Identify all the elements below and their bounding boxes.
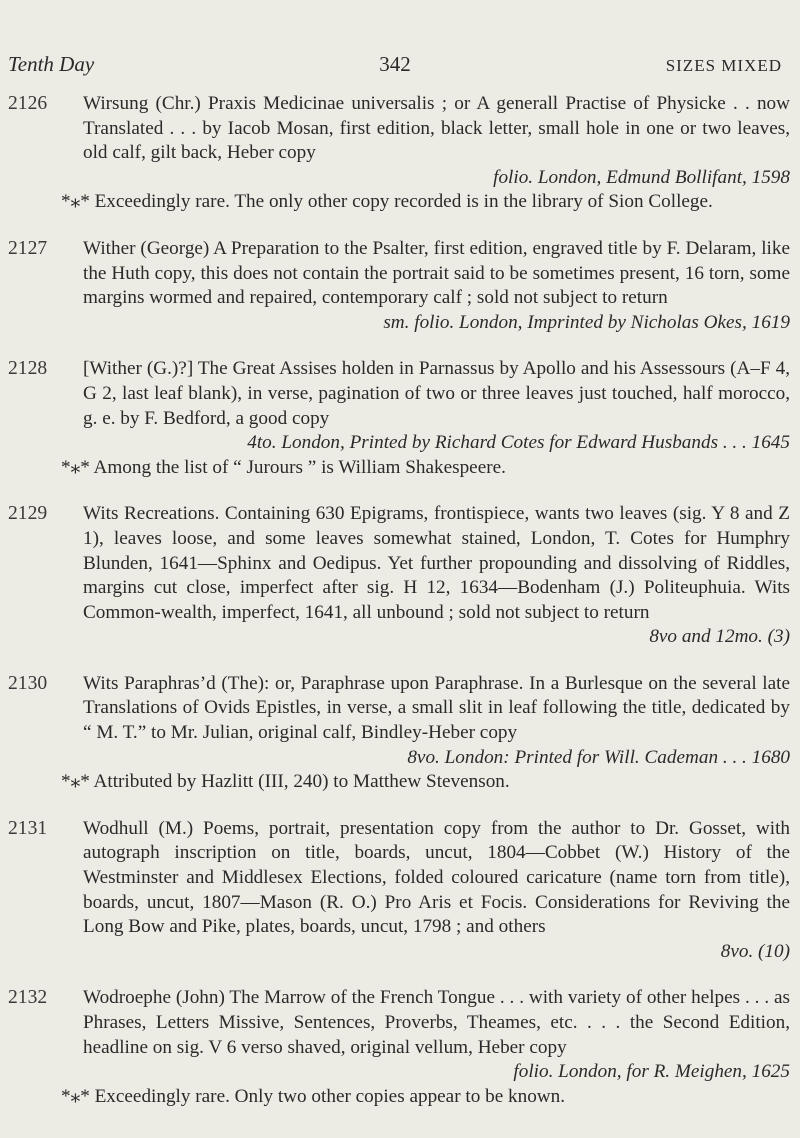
entry-imprint: 8vo. London: Printed for Will. Cademan . . . 1680 [407, 746, 790, 768]
entry-body [83, 502, 790, 650]
catalogue-entry [0, 237, 800, 335]
lot-number: 2130 [8, 672, 48, 694]
entry-body [83, 237, 790, 335]
entry-imprint: folio. London, for R. Meighen, 1625 [513, 1061, 790, 1083]
entry-description: [Wither (G.)?] The Great Assises holden in Parnassus by Apollo and his Assessours (A–F 4, G 2, last leaf blank), in verse, pagination of two or three leaves just touched, half morocco, g. e. by F. Bedford, a good copy [83, 358, 790, 429]
catalogue-entry [0, 92, 800, 215]
entry-description: Wodroephe (John) The Marrow of the French Tongue . . . with variety of other helpes . . . as Phrases, Letters Missive, Sentences, Proverbs, Theames, etc. . . . the Second Edition, headline on sig. V 6 verso shaved, original vellum, Heber copy [83, 987, 790, 1058]
entry-description: Wither (George) A Preparation to the Psalter, first edition, engraved title by F. Delaram, like the Huth copy, this does not contain the portrait said to be sometimes present, 16 torn, some margins wormed and repaired, contemporary calf ; sold not subject to return [83, 237, 790, 309]
page-number: 342 [379, 52, 411, 76]
entry-note: *⁎* Among the list of “ Jurours ” is William Shakespeere. [61, 456, 506, 478]
entry-description: Wirsung (Chr.) Praxis Medicinae universalis ; or A generall Practise of Physicke . . now Translated . . . by Iacob Mosan, first edition, black letter, small hole in one or two leaves, old calf, gilt back, Heber copy [83, 93, 790, 164]
entry-body [61, 357, 790, 480]
entry-body [61, 986, 790, 1109]
page-header [8, 52, 782, 77]
lot-number: 2129 [8, 503, 48, 525]
lot-number: 2127 [8, 237, 48, 259]
lot-number: 2132 [8, 987, 48, 1009]
running-head-right: SIZES MIXED [665, 56, 782, 75]
entry-description: Wodhull (M.) Poems, portrait, presentation copy from the author to Dr. Gosset, with autograph inscription on title, boards, uncut, 1804—Cobbet (W.) History of the Westminster and Middlesex Elections, folded coloured caricature (name torn from title), boards, uncut, 1807—Mason (R. O.) Pro Aris et Focis. Considerations for Reviving the Long Bow and Pike, plates, boards, uncut, 1798 ; and others [83, 817, 790, 938]
lot-number: 2128 [8, 358, 48, 380]
entry-imprint: sm. folio. London, Imprinted by Nicholas Okes, 1619 [383, 311, 790, 333]
catalogue-entry [0, 502, 800, 650]
catalogue-entry [0, 672, 800, 795]
lot-number: 2126 [8, 93, 48, 114]
entry-note: *⁎* Attributed by Hazlitt (III, 240) to Matthew Stevenson. [61, 771, 510, 793]
catalogue-entry [0, 986, 800, 1109]
catalogue-entry [0, 817, 800, 965]
lot-number: 2131 [8, 817, 48, 839]
entry-body [61, 672, 790, 795]
entry-description: Wits Paraphras’d (The): or, Paraphrase upon Paraphrase. In a Burlesque on the several late Translations of Ovids Epistles, in verse, a small slit in leaf following the title, dedicated by “ M. T.” to Mr. Julian, original calf, Bindley-Heber copy [83, 672, 790, 744]
catalogue-entries [0, 92, 800, 1109]
catalogue-entry [0, 357, 800, 480]
entry-imprint: 4to. London, Printed by Richard Cotes for Edward Husbands . . . 1645 [247, 432, 790, 454]
entry-body [61, 92, 790, 215]
entry-imprint: 8vo. (10) [720, 940, 790, 962]
entry-description: Wits Recreations. Containing 630 Epigrams, frontispiece, wants two leaves (sig. Y 8 and Z 1), leaves loose, and some leaves somewhat stained, London, T. Cotes for Humphry Blunden, 1641—Sphinx and Oedipus. Yet further propounding and dissolving of Riddles, margins cut close, imperfect after sig. H 12, 1634—Bodenham (J.) Politeuphuia. Wits Common-wealth, imperfect, 1641, all unbound ; sold not subject to return [83, 503, 790, 623]
entry-note: *⁎* Exceedingly rare. Only two other copies appear to be known. [61, 1085, 566, 1107]
running-head-left: Tenth Day [8, 52, 95, 76]
entry-note: *⁎* Exceedingly rare. The only other copy recorded is in the library of Sion College. [61, 191, 713, 213]
entry-imprint: 8vo and 12mo. (3) [649, 626, 790, 648]
entry-body [83, 817, 790, 965]
entry-imprint: folio. London, Edmund Bollifant, 1598 [493, 166, 790, 188]
